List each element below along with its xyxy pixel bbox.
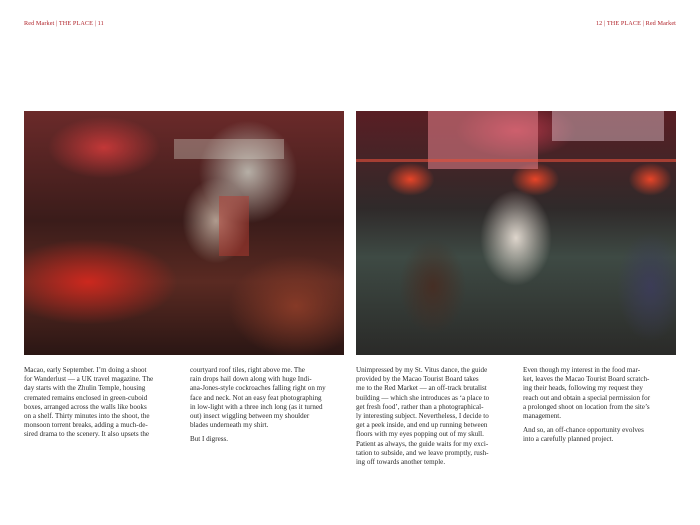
text-line: Unimpressed by my St. Vitus dance, the guide: [356, 366, 488, 374]
text-line: Even though my interest in the food mar-: [523, 366, 641, 374]
header-section: Red Market: [24, 20, 55, 27]
text-line: monsoon torrent breaks, adding a much-de-: [24, 421, 148, 430]
text-line: ly interesting subject. Nevertheless, I decide to: [356, 412, 489, 421]
text-line: out) insect wiggling between my shoulder: [190, 412, 310, 421]
market-photo-left: [24, 111, 344, 355]
market-photo-right: [356, 111, 676, 355]
header-section: Red Market: [645, 20, 676, 27]
text-line: rain drops hail down along with huge Indi-: [190, 375, 312, 384]
paragraph: [523, 366, 676, 421]
header-title: THE PLACE: [58, 20, 93, 27]
text-line: for Wanderlust — a UK travel magazine. The: [24, 375, 154, 384]
text-line: ana-Jones-style cockroaches falling right on my: [190, 384, 326, 393]
text-line: in low-light with a three inch long (as it turned: [190, 402, 323, 411]
text-line: floors with my eyes popping out of my skull.: [356, 430, 484, 439]
text-line: ing their heads, following my request they: [523, 384, 643, 393]
text-line: get a peek inside, and end up running between: [356, 421, 488, 430]
text-line: building — which she introduces as ‘a place to: [356, 393, 490, 402]
text-line: boxes, arranged across the walls like books: [24, 402, 147, 411]
text-line: get fresh food’, rather than a photographical-: [356, 402, 484, 411]
text-line: courtyard roof tiles, right above me. The: [190, 366, 305, 374]
running-header-left: [24, 20, 104, 27]
text-line: But I digress.: [190, 435, 229, 444]
text-line: ket, leaves the Macao Tourist Board scratch-: [523, 375, 650, 384]
text-line: blades underneath my shirt.: [190, 421, 269, 430]
text-line: a prolonged shoot on location from the site’s: [523, 402, 650, 411]
text-line: And so, an off-chance opportunity evolves: [523, 426, 644, 435]
text-line: face and neck. Not an easy feat photographing: [190, 393, 322, 402]
text-line: day starts with the Zhulin Temple, housing: [24, 384, 146, 393]
text-column-4: [523, 366, 676, 445]
text-line: tation to subside, and we leave promptly, rush-: [356, 448, 489, 457]
text-line: me to the Red Market — an off-track brutalist: [356, 384, 487, 393]
paragraph: [190, 435, 344, 444]
header-separator: |: [93, 20, 98, 27]
text-line: on a shelf. Thirty minutes into the shoot, the: [24, 412, 150, 421]
paragraph: [356, 366, 508, 467]
paragraph: [190, 366, 344, 430]
text-line: reach out and obtain a special permission for: [523, 393, 651, 402]
text-column-2: [190, 366, 344, 445]
header-separator: |: [602, 20, 607, 27]
text-column-1: [24, 366, 176, 440]
text-line: management.: [523, 412, 562, 421]
paragraph: [523, 426, 676, 444]
text-line: Macao, early September. I’m doing a shoot: [24, 366, 147, 374]
page-number: 12: [595, 20, 603, 27]
header-separator: |: [640, 20, 646, 27]
header-title: THE PLACE: [606, 20, 641, 27]
text-line: provided by the Macao Tourist Board takes: [356, 375, 479, 384]
text-line: sired drama to the scenery. It also upsets the: [24, 430, 150, 439]
running-header-right: [596, 20, 676, 27]
text-line: cremated remains enclosed in green-cuboid: [24, 393, 148, 402]
page-number: 11: [97, 20, 104, 27]
paragraph: [24, 366, 176, 440]
text-line: Patient as always, the guide waits for my exci-: [356, 439, 489, 448]
text-line: into a carefully planned project.: [523, 435, 614, 444]
header-separator: |: [54, 20, 59, 27]
text-line: ing off towards another temple.: [356, 458, 446, 467]
text-column-3: [356, 366, 508, 467]
